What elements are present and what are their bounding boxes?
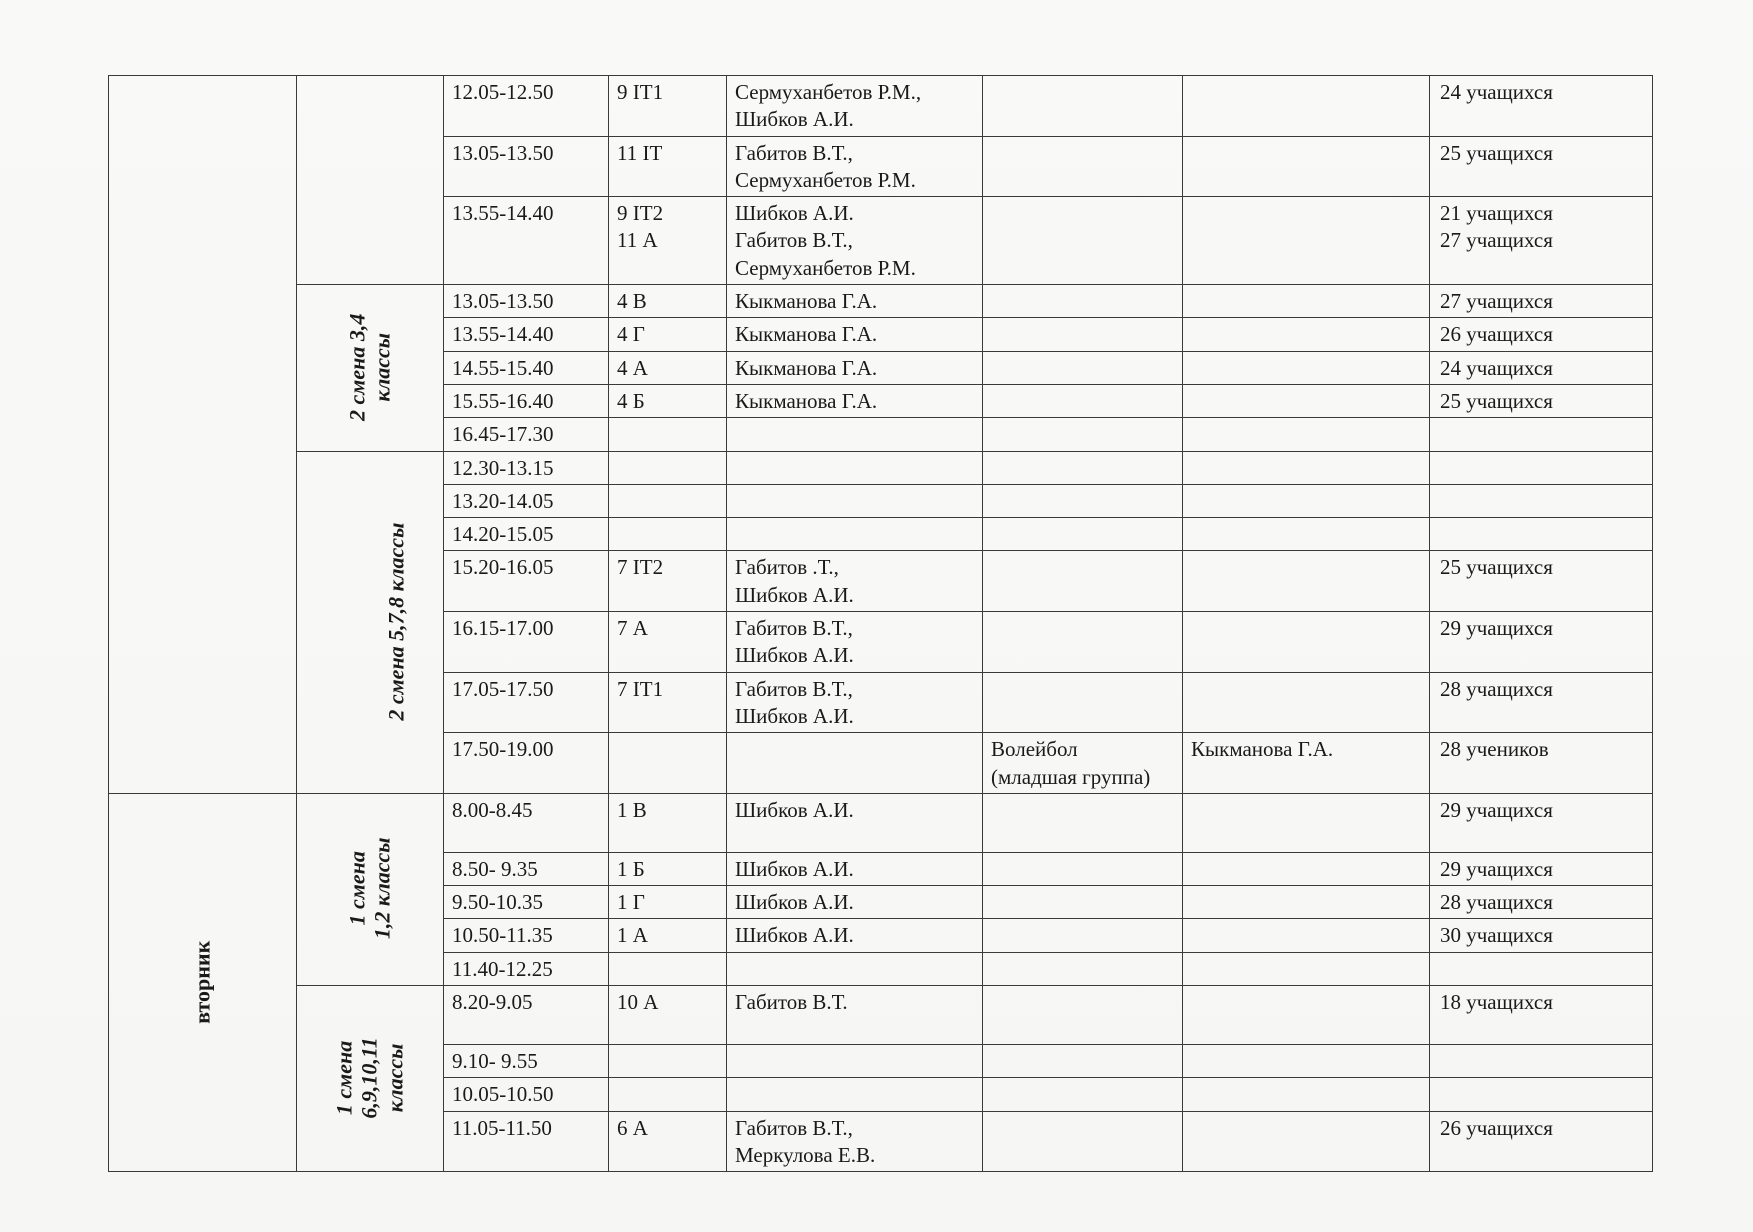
leader-cell [1183, 76, 1430, 137]
count-cell [1430, 418, 1653, 451]
teacher-cell: Кыкманова Г.А. [727, 285, 983, 318]
class-cell: 1 А [609, 919, 727, 952]
teacher-cell: Габитов В.Т., Меркулова Е.В. [727, 1111, 983, 1172]
leader-cell [1183, 318, 1430, 351]
day-cell: вторник [109, 793, 297, 1171]
leader-cell [1183, 197, 1430, 285]
leader-cell [1183, 136, 1430, 197]
activity-cell [983, 451, 1183, 484]
time-cell: 10.05-10.50 [444, 1078, 609, 1111]
activity-cell [983, 197, 1183, 285]
shift-cell: 2 смена 3,4 классы [297, 285, 444, 451]
activity-cell [983, 1111, 1183, 1172]
class-cell: 11 IT [609, 136, 727, 197]
class-cell: 4 Б [609, 384, 727, 417]
time-cell: 9.50-10.35 [444, 886, 609, 919]
activity-cell [983, 793, 1183, 852]
count-cell: 18 учащихся [1430, 986, 1653, 1045]
class-cell [609, 1078, 727, 1111]
time-cell: 8.50- 9.35 [444, 852, 609, 885]
class-cell [609, 418, 727, 451]
teacher-cell: Кыкманова Г.А. [727, 318, 983, 351]
class-cell: 4 Г [609, 318, 727, 351]
count-cell: 21 учащихся 27 учащихся [1430, 197, 1653, 285]
teacher-cell: Габитов В.Т., Шибков А.И. [727, 612, 983, 673]
count-cell: 26 учащихся [1430, 318, 1653, 351]
time-cell: 16.45-17.30 [444, 418, 609, 451]
table-row [109, 285, 1653, 318]
time-cell: 14.55-15.40 [444, 351, 609, 384]
shift-cell: 2 смена 5,7,8 классы [297, 451, 444, 793]
table-row [109, 76, 1653, 137]
activity-cell [983, 1078, 1183, 1111]
teacher-cell [727, 518, 983, 551]
time-cell: 13.55-14.40 [444, 197, 609, 285]
teacher-cell: Габитов В.Т., Шибков А.И. [727, 672, 983, 733]
teacher-cell: Шибков А.И. [727, 852, 983, 885]
count-cell: 30 учащихся [1430, 919, 1653, 952]
leader-cell [1183, 952, 1430, 985]
class-cell: 10 А [609, 986, 727, 1045]
count-cell [1430, 1045, 1653, 1078]
teacher-cell: Кыкманова Г.А. [727, 384, 983, 417]
shift-cell: 1 смена 1,2 классы [297, 793, 444, 985]
time-cell: 17.05-17.50 [444, 672, 609, 733]
leader-cell [1183, 484, 1430, 517]
activity-cell [983, 518, 1183, 551]
count-cell: 26 учащихся [1430, 1111, 1653, 1172]
class-cell: 4 В [609, 285, 727, 318]
teacher-cell: Габитов .Т., Шибков А.И. [727, 551, 983, 612]
class-cell [609, 484, 727, 517]
leader-cell [1183, 986, 1430, 1045]
class-cell: 1 В [609, 793, 727, 852]
table-row [109, 986, 1653, 1045]
class-cell [609, 518, 727, 551]
count-cell: 29 учащихся [1430, 852, 1653, 885]
time-cell: 15.20-16.05 [444, 551, 609, 612]
class-cell: 9 IT2 11 А [609, 197, 727, 285]
class-cell: 4 А [609, 351, 727, 384]
activity-cell [983, 418, 1183, 451]
class-cell [609, 733, 727, 794]
count-cell: 28 учеников [1430, 733, 1653, 794]
time-cell: 8.00-8.45 [444, 793, 609, 852]
teacher-cell: Кыкманова Г.А. [727, 351, 983, 384]
leader-cell [1183, 451, 1430, 484]
activity-cell [983, 672, 1183, 733]
leader-cell [1183, 1045, 1430, 1078]
time-cell: 10.50-11.35 [444, 919, 609, 952]
activity-cell [983, 484, 1183, 517]
activity-cell [983, 886, 1183, 919]
teacher-cell: Шибков А.И. Габитов В.Т., Сермуханбетов Р.М. [727, 197, 983, 285]
teacher-cell: Сермуханбетов Р.М., Шибков А.И. [727, 76, 983, 137]
teacher-cell [727, 484, 983, 517]
activity-cell [983, 852, 1183, 885]
count-cell: 28 учащихся [1430, 672, 1653, 733]
leader-cell [1183, 285, 1430, 318]
leader-cell [1183, 612, 1430, 673]
count-cell: 25 учащихся [1430, 384, 1653, 417]
activity-cell [983, 351, 1183, 384]
day-cell [109, 76, 297, 794]
class-cell [609, 952, 727, 985]
time-cell: 9.10- 9.55 [444, 1045, 609, 1078]
teacher-cell: Шибков А.И. [727, 793, 983, 852]
count-cell: 29 учащихся [1430, 793, 1653, 852]
count-cell: 24 учащихся [1430, 351, 1653, 384]
count-cell: 27 учащихся [1430, 285, 1653, 318]
class-cell: 7 А [609, 612, 727, 673]
leader-cell: Кыкманова Г.А. [1183, 733, 1430, 794]
activity-cell [983, 136, 1183, 197]
leader-cell [1183, 852, 1430, 885]
activity-cell [983, 952, 1183, 985]
table-row [109, 451, 1653, 484]
teacher-cell [727, 1045, 983, 1078]
activity-cell [983, 76, 1183, 137]
shift-cell: 1 смена 6,9,10,11 классы [297, 986, 444, 1172]
count-cell [1430, 952, 1653, 985]
class-cell [609, 451, 727, 484]
time-cell: 8.20-9.05 [444, 986, 609, 1045]
time-cell: 13.05-13.50 [444, 136, 609, 197]
activity-cell [983, 318, 1183, 351]
activity-cell [983, 612, 1183, 673]
teacher-cell [727, 733, 983, 794]
activity-cell [983, 551, 1183, 612]
leader-cell [1183, 384, 1430, 417]
leader-cell [1183, 919, 1430, 952]
class-cell [609, 1045, 727, 1078]
count-cell: 24 учащихся [1430, 76, 1653, 137]
count-cell: 28 учащихся [1430, 886, 1653, 919]
time-cell: 12.05-12.50 [444, 76, 609, 137]
count-cell: 29 учащихся [1430, 612, 1653, 673]
time-cell: 17.50-19.00 [444, 733, 609, 794]
count-cell [1430, 451, 1653, 484]
activity-cell [983, 384, 1183, 417]
leader-cell [1183, 1111, 1430, 1172]
leader-cell [1183, 886, 1430, 919]
class-cell: 6 А [609, 1111, 727, 1172]
class-cell: 7 IT2 [609, 551, 727, 612]
table-row [109, 793, 1653, 852]
time-cell: 13.55-14.40 [444, 318, 609, 351]
teacher-cell [727, 952, 983, 985]
time-cell: 15.55-16.40 [444, 384, 609, 417]
schedule-table [108, 75, 1653, 1172]
time-cell: 13.05-13.50 [444, 285, 609, 318]
count-cell [1430, 1078, 1653, 1111]
class-cell: 9 IT1 [609, 76, 727, 137]
activity-cell [983, 919, 1183, 952]
time-cell: 16.15-17.00 [444, 612, 609, 673]
leader-cell [1183, 1078, 1430, 1111]
activity-cell [983, 986, 1183, 1045]
count-cell: 25 учащихся [1430, 551, 1653, 612]
activity-cell [983, 285, 1183, 318]
time-cell: 14.20-15.05 [444, 518, 609, 551]
teacher-cell [727, 451, 983, 484]
shift-cell [297, 76, 444, 285]
class-cell: 7 IT1 [609, 672, 727, 733]
leader-cell [1183, 418, 1430, 451]
teacher-cell: Габитов В.Т., Сермуханбетов Р.М. [727, 136, 983, 197]
teacher-cell: Габитов В.Т. [727, 986, 983, 1045]
class-cell: 1 Г [609, 886, 727, 919]
count-cell [1430, 518, 1653, 551]
teacher-cell [727, 418, 983, 451]
leader-cell [1183, 793, 1430, 852]
leader-cell [1183, 518, 1430, 551]
count-cell: 25 учащихся [1430, 136, 1653, 197]
leader-cell [1183, 551, 1430, 612]
teacher-cell: Шибков А.И. [727, 919, 983, 952]
leader-cell [1183, 351, 1430, 384]
class-cell: 1 Б [609, 852, 727, 885]
count-cell [1430, 484, 1653, 517]
teacher-cell: Шибков А.И. [727, 886, 983, 919]
time-cell: 11.05-11.50 [444, 1111, 609, 1172]
time-cell: 13.20-14.05 [444, 484, 609, 517]
time-cell: 11.40-12.25 [444, 952, 609, 985]
teacher-cell [727, 1078, 983, 1111]
leader-cell [1183, 672, 1430, 733]
time-cell: 12.30-13.15 [444, 451, 609, 484]
activity-cell [983, 1045, 1183, 1078]
activity-cell: Волейбол (младшая группа) [983, 733, 1183, 794]
